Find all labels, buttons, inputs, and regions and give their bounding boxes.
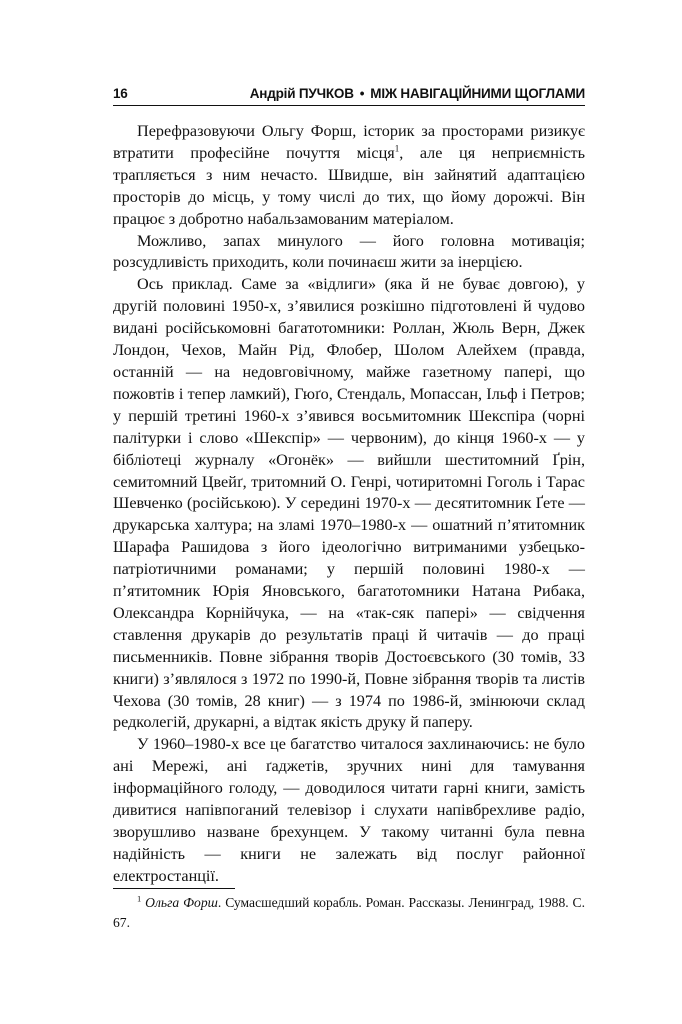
paragraph: Можливо, запах минулого — його головна мотивація; розсудливість приходить, коли починаєш жити за інерцією. (113, 231, 585, 272)
running-title (250, 86, 585, 101)
footnote-rule (113, 888, 235, 889)
footnote (113, 893, 585, 932)
page-number: 16 (113, 85, 128, 101)
paragraph-text: , але ця неприємність трапляється з ним нечасто. Швидше, він зайнятий адаптацією просторів до місць, у тому числі до тих, що йому дорожчі. Він працює з добротно набальзамованим матеріалом. (113, 143, 585, 228)
footnote-reference: 1 (394, 143, 400, 154)
body-text (113, 121, 585, 888)
paragraph-text: Перефразовуючи Ольгу Форш, історик за просторами ризикує втратити професійне почуття місця (113, 122, 585, 162)
paragraph: У 1960–1980-х все це багатство читалося захлинаючись: не було ані Мережі, ані ґаджетів, зручних нині для тамування інформаційного голоду, — доводилося читати гарні книги, замість дивитися напівпоганий телевізор і слухати напівбрехливе радіо, зворушливо назване брехунцем. У такому читанні була певна надійність — книги не залежать від послуг районної електростанції. (113, 735, 585, 885)
paragraph: Ось приклад. Саме за «відлиги» (яка й не буває довгою), у другій половині 1950-х, з’явилися розкішно підготовлені й чудово видані російськомовні багатотомники: Роллан, Жюль Верн, Джек Лондон, Чехов, Майн Рід, Флобер, Шолом Алейхем (правда, останній — на недовговічному, майже газетному папері, що пожовтів і тепер ламкий), Гюґо, Стендаль, Мопассан, Ільф і Петров; у першій третині 1960-х з’явився восьмитомник Шекспіра (чорні палітурки і слово «Шекспір» — червоним), до кінця 1960-х — у бібліотеці журналу «Огонёк» — вийшли шеститомний Ґрін, семитомний Цвейґ, тритомний О. Генрі, чотиритомні Гоголь і Тарас Шевченко (російською). У середині 1970-х — десятитомник Ґете — друкарська халтура; на зламі 1970–1980-х — ошатний п’ятитомник Шарафа Рашидова з його ідеологічно витриманими узбецько-патріотичними романами; у першій половині 1980-х — п’ятитомник Юрія Яновського, багатотомники Натана Рибака, Олександра Корнійчука, — на «так-сяк папері» — свідчення ставлення друкарів до результатів праці й читачів — до праці письменників. Повне зібрання творів Достоєвського (30 томів, 33 книги) з’являлося з 1972 по 1990-й, Повне зібрання творів та листів Чехова (30 томів, 28 книг) — з 1974 по 1986-й, змінюючи склад редколегій, друкарні, а відтак якість друку й паперу. (113, 275, 585, 732)
header-separator: • (359, 85, 365, 101)
header-book-title: МІЖ НАВІГАЦІЙНИМИ ЩОГЛАМИ (370, 85, 585, 101)
running-header (113, 83, 585, 103)
footnote-author: Ольга Форш (145, 895, 218, 910)
header-rule (113, 105, 585, 106)
footnote-mark: 1 (137, 893, 142, 904)
paragraph (113, 121, 585, 231)
header-author: Андрій ПУЧКОВ (249, 85, 354, 101)
footnote-text: . Сумасшедший корабль. Роман. Рассказы. Ленинград, 1988. С. 67. (113, 895, 586, 930)
